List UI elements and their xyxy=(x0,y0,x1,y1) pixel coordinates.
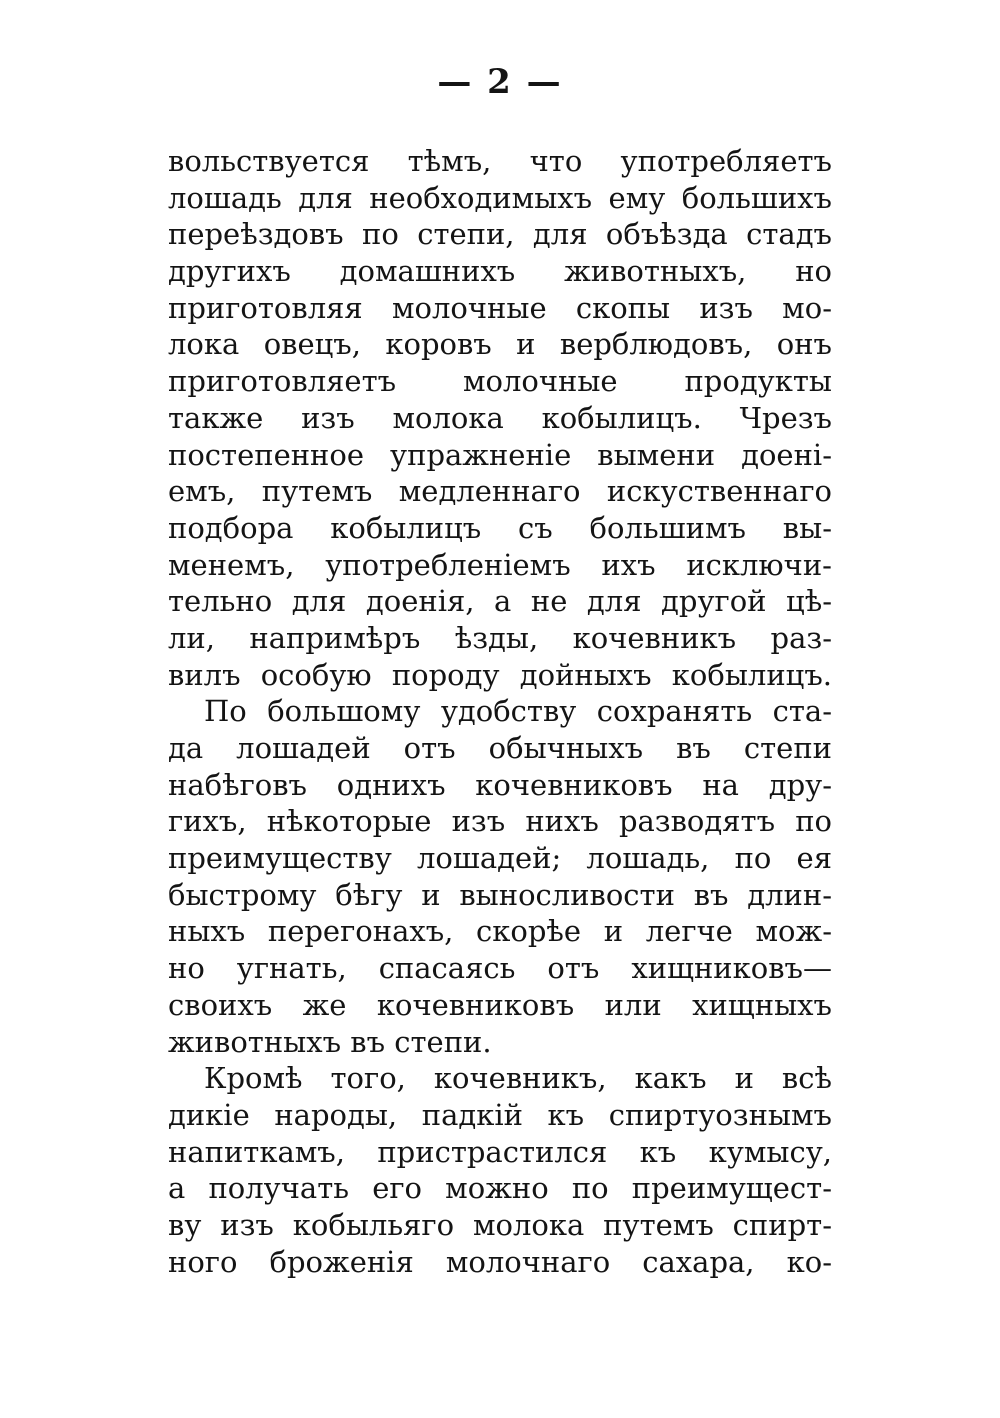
text-line: переѣздовъ по степи, для объѣзда стадъ xyxy=(168,217,832,252)
text-line: вилъ особую породу дойныхъ кобылицъ. xyxy=(168,657,832,692)
text-line: ли, напримѣръ ѣзды, кочевникъ раз- xyxy=(168,620,832,655)
text-line: животныхъ въ степи. xyxy=(168,1024,492,1059)
text-line: приготовляя молочные скопы изъ мо- xyxy=(168,290,832,325)
text-line: другихъ домашнихъ животныхъ, но xyxy=(168,254,832,289)
text-line: своихъ же кочевниковъ или хищныхъ xyxy=(168,987,832,1022)
text-line: постепенное упражненіе вымени доені- xyxy=(168,437,832,472)
text-line: подбора кобылицъ съ большимъ вы- xyxy=(168,510,832,545)
text-line: ныхъ перегонахъ, скорѣе и легче мож- xyxy=(168,914,832,949)
paragraph-2 xyxy=(168,693,832,1060)
paragraph-1 xyxy=(168,143,832,693)
body-text xyxy=(168,143,832,1280)
text-line: набѣговъ однихъ кочевниковъ на дру- xyxy=(168,767,832,802)
text-line: емъ, путемъ медленнаго искуственнаго xyxy=(168,474,832,509)
page-number: — 2 — xyxy=(437,62,563,102)
text-line: Кромѣ того, кочевникъ, какъ и всѣ xyxy=(204,1061,832,1096)
text-line: лока овецъ, коровъ и верблюдовъ, онъ xyxy=(168,327,832,362)
text-line: тельно для доенія, а не для другой цѣ- xyxy=(168,584,832,619)
text-line: дикіе народы, падкій къ спиртуознымъ xyxy=(168,1097,832,1132)
text-line: менемъ, употребленіемъ ихъ исключи- xyxy=(168,547,832,582)
text-line: По большому удобству сохранять ста- xyxy=(204,694,832,729)
text-line: вольствуется тѣмъ, что употребляетъ xyxy=(168,144,832,178)
text-line: также изъ молока кобылицъ. Чрезъ xyxy=(168,400,832,435)
text-line: лошадь для необходимыхъ ему большихъ xyxy=(168,180,832,215)
text-line: быстрому бѣгу и выносливости въ длин- xyxy=(168,877,832,912)
text-line: ного броженія молочнаго сахара, ко- xyxy=(168,1244,832,1279)
text-line: преимуществу лошадей; лошадь, по ея xyxy=(168,841,832,876)
text-line: гихъ, нѣкоторые изъ нихъ разводятъ по xyxy=(168,804,832,839)
text-line: ву изъ кобыльяго молока путемъ спирт- xyxy=(168,1207,832,1242)
text-line: а получать его можно по преимущест- xyxy=(168,1171,832,1206)
text-line: приготовляетъ молочные продукты xyxy=(168,364,832,399)
paragraph-3 xyxy=(168,1060,832,1280)
text-line: да лошадей отъ обычныхъ въ степи xyxy=(168,731,832,765)
text-line: но угнать, спасаясь отъ хищниковъ— xyxy=(168,951,832,986)
text-line: напиткамъ, пристрастился къ кумысу, xyxy=(168,1134,832,1169)
